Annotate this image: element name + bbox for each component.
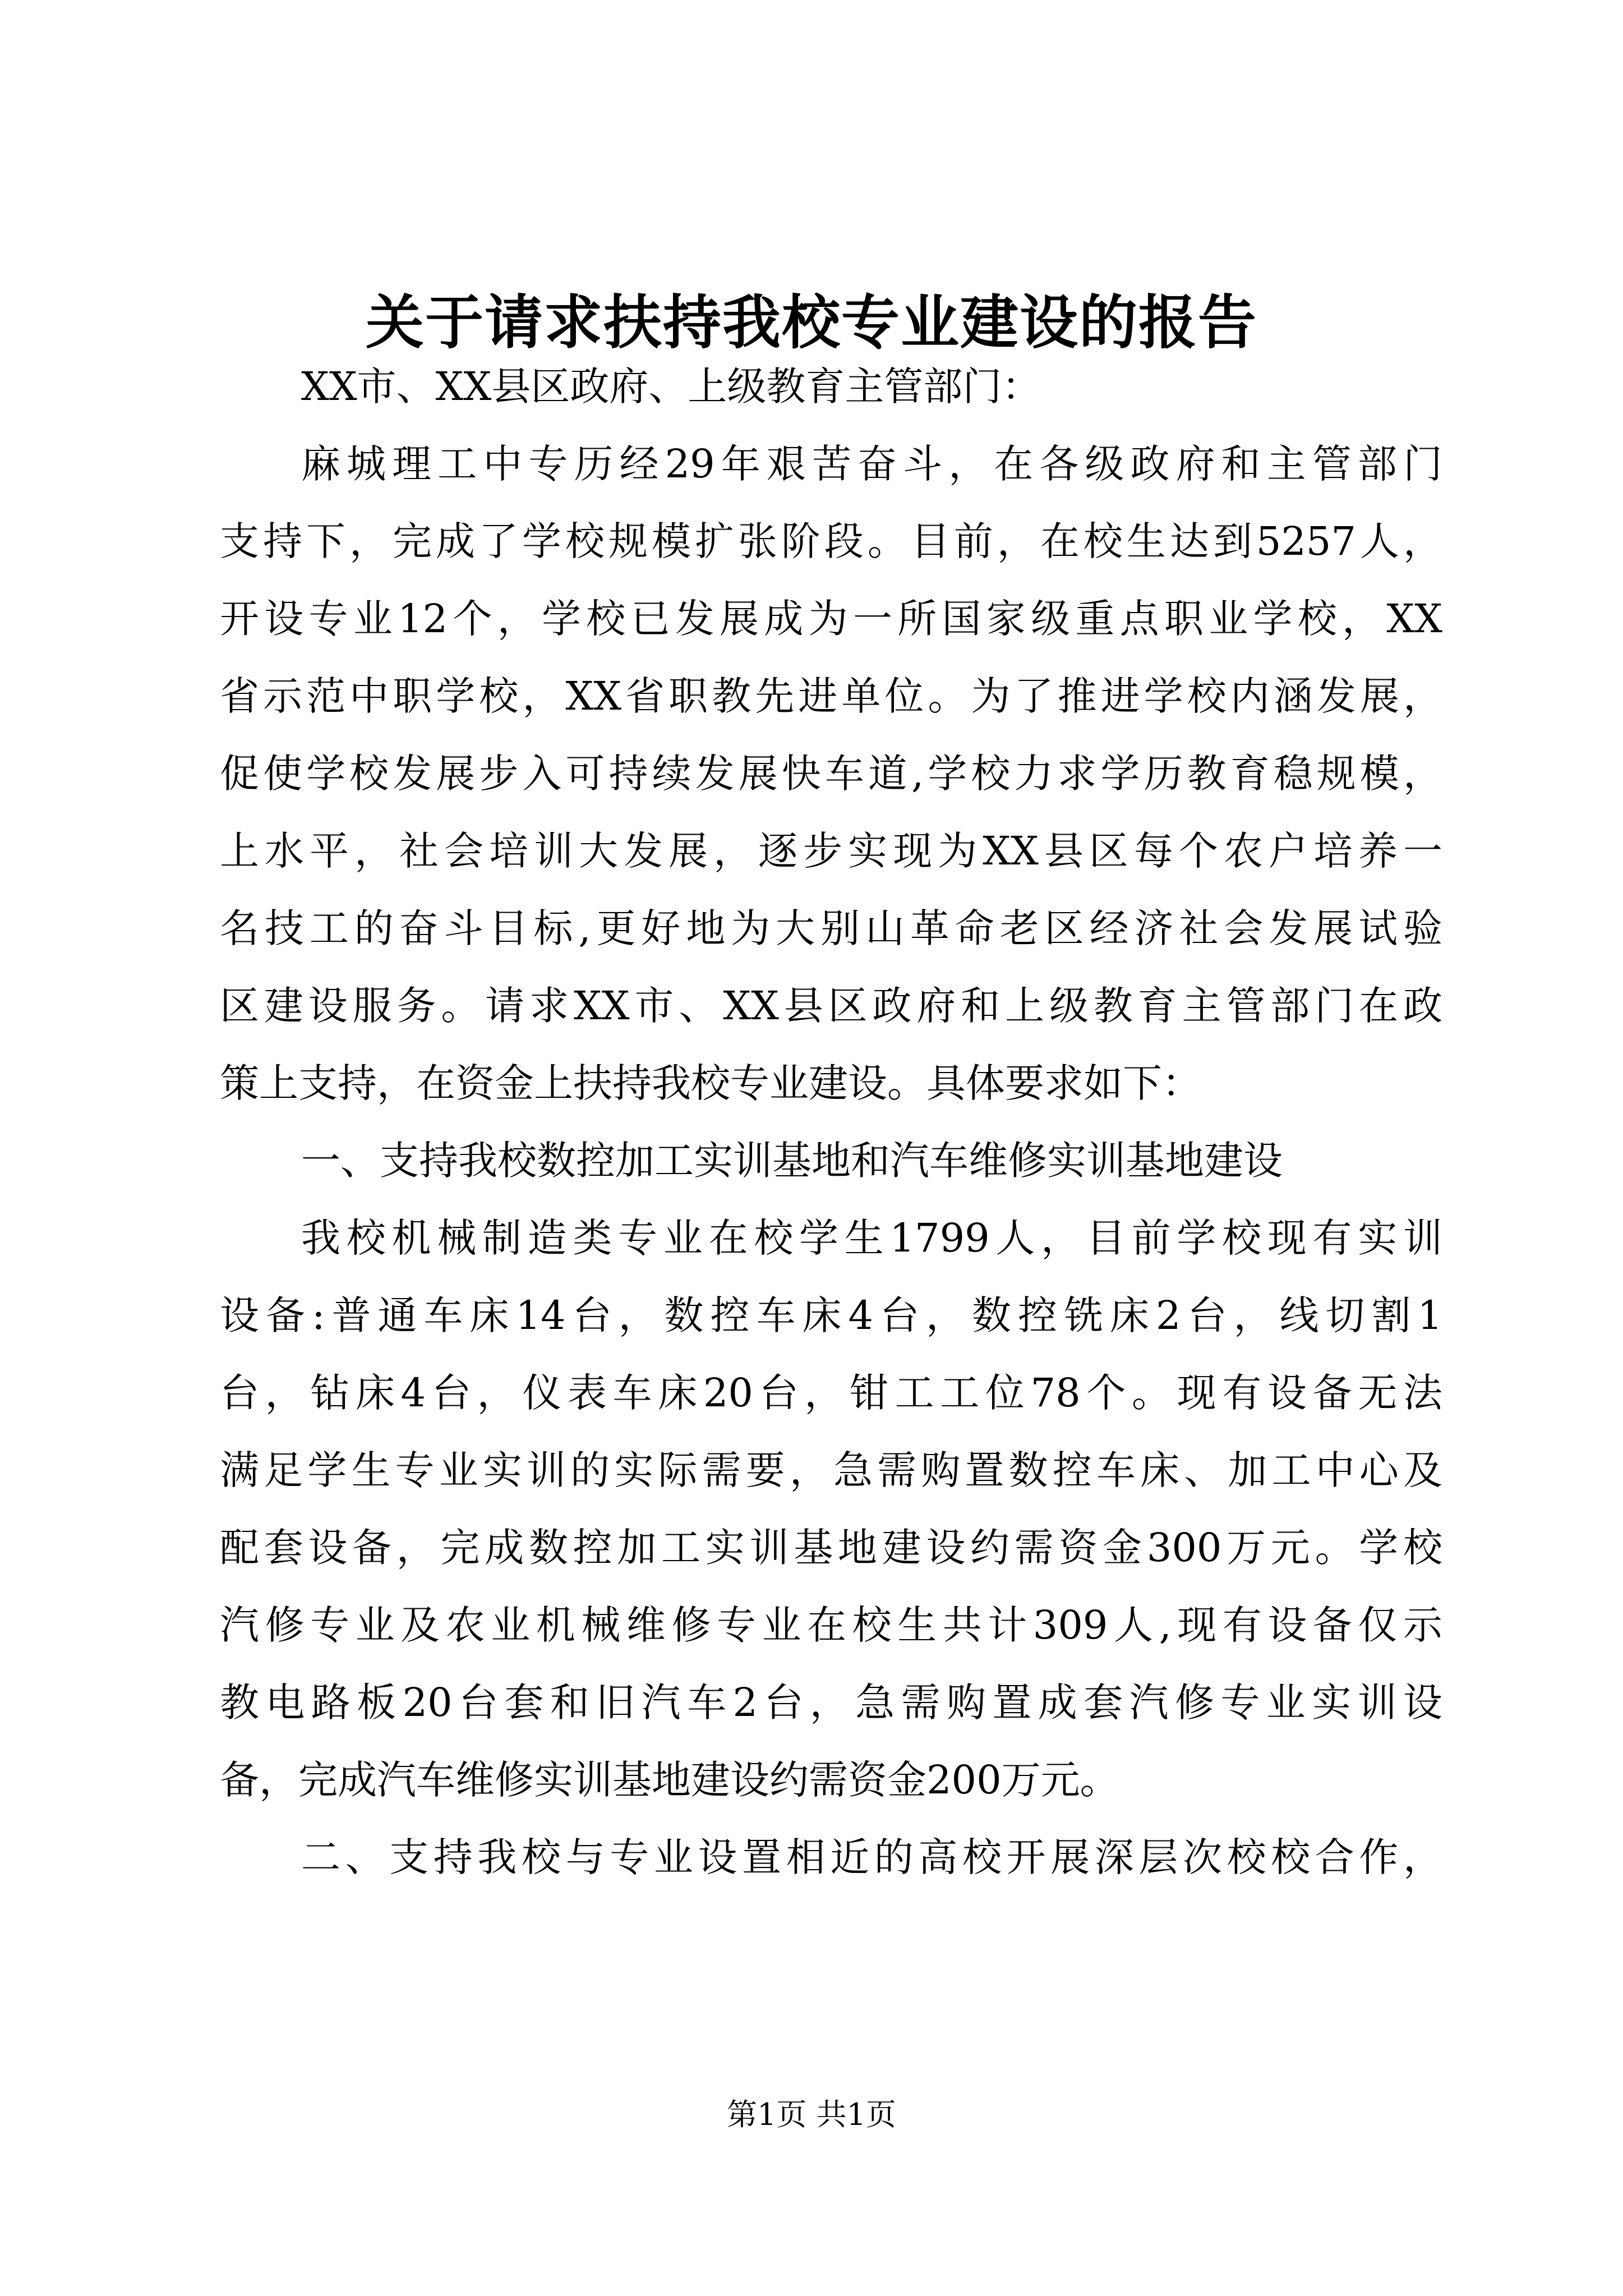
body-line: 麻城理工中专历经29年艰苦奋斗，在各级政府和主管部门 [301, 441, 1442, 487]
body-line: 策上支持，在资金上扶持我校专业建设。具体要求如下： [220, 1060, 1201, 1106]
body-line: 满足学生专业实训的实际需要，急需购置数控车床、加工中心及 [220, 1447, 1442, 1493]
body-line: 备，完成汽车维修实训基地建设约需资金200万元。 [220, 1757, 1119, 1803]
body-line: XX市、XX县区政府、上级教育主管部门： [301, 364, 1041, 409]
body-line: 一、支持我校数控加工实训基地和汽车维修实训基地建设 [301, 1138, 1283, 1184]
body-line: 汽修专业及农业机械维修专业在校生共计309人,现有设备仅示 [220, 1602, 1442, 1648]
body-line: 配套设备，完成数控加工实训基地建设约需资金300万元。学校 [220, 1525, 1442, 1571]
document-title: 关于请求扶持我校专业建设的报告 [365, 288, 1257, 357]
body-line: 支持下，完成了学校规模扩张阶段。目前，在校生达到5257人， [220, 518, 1442, 564]
body-line: 设备:普通车床14台，数控车床4台，数控铣床2台，线切割1 [220, 1292, 1442, 1338]
body-line: 台，钻床4台，仪表车床20台，钳工工位78个。现有设备无法 [220, 1370, 1442, 1416]
body-line: 我校机械制造类专业在校学生1799人，目前学校现有实训 [301, 1215, 1442, 1261]
body-line: 区建设服务。请求XX市、XX县区政府和上级教育主管部门在政 [220, 983, 1442, 1029]
body-line: 名技工的奋斗目标,更好地为大别山革命老区经济社会发展试验 [220, 905, 1442, 951]
body-line: 二、支持我校与专业设置相近的高校开展深层次校校合作， [301, 1834, 1442, 1880]
body-line: 省示范中职学校，XX省职教先进单位。为了推进学校内涵发展， [220, 673, 1442, 719]
body-line: 促使学校发展步入可持续发展快车道,学校力求学历教育稳规模， [220, 751, 1442, 797]
page-footer: 第1页 共1页 [727, 2097, 896, 2132]
body-line: 开设专业12个，学校已发展成为一所国家级重点职业学校，XX [220, 596, 1442, 642]
document-body [220, 348, 1442, 1896]
body-line: 教电路板20台套和旧汽车2台，急需购置成套汽修专业实训设 [220, 1680, 1442, 1726]
body-line: 上水平，社会培训大发展，逐步实现为XX县区每个农户培养一 [220, 828, 1442, 874]
